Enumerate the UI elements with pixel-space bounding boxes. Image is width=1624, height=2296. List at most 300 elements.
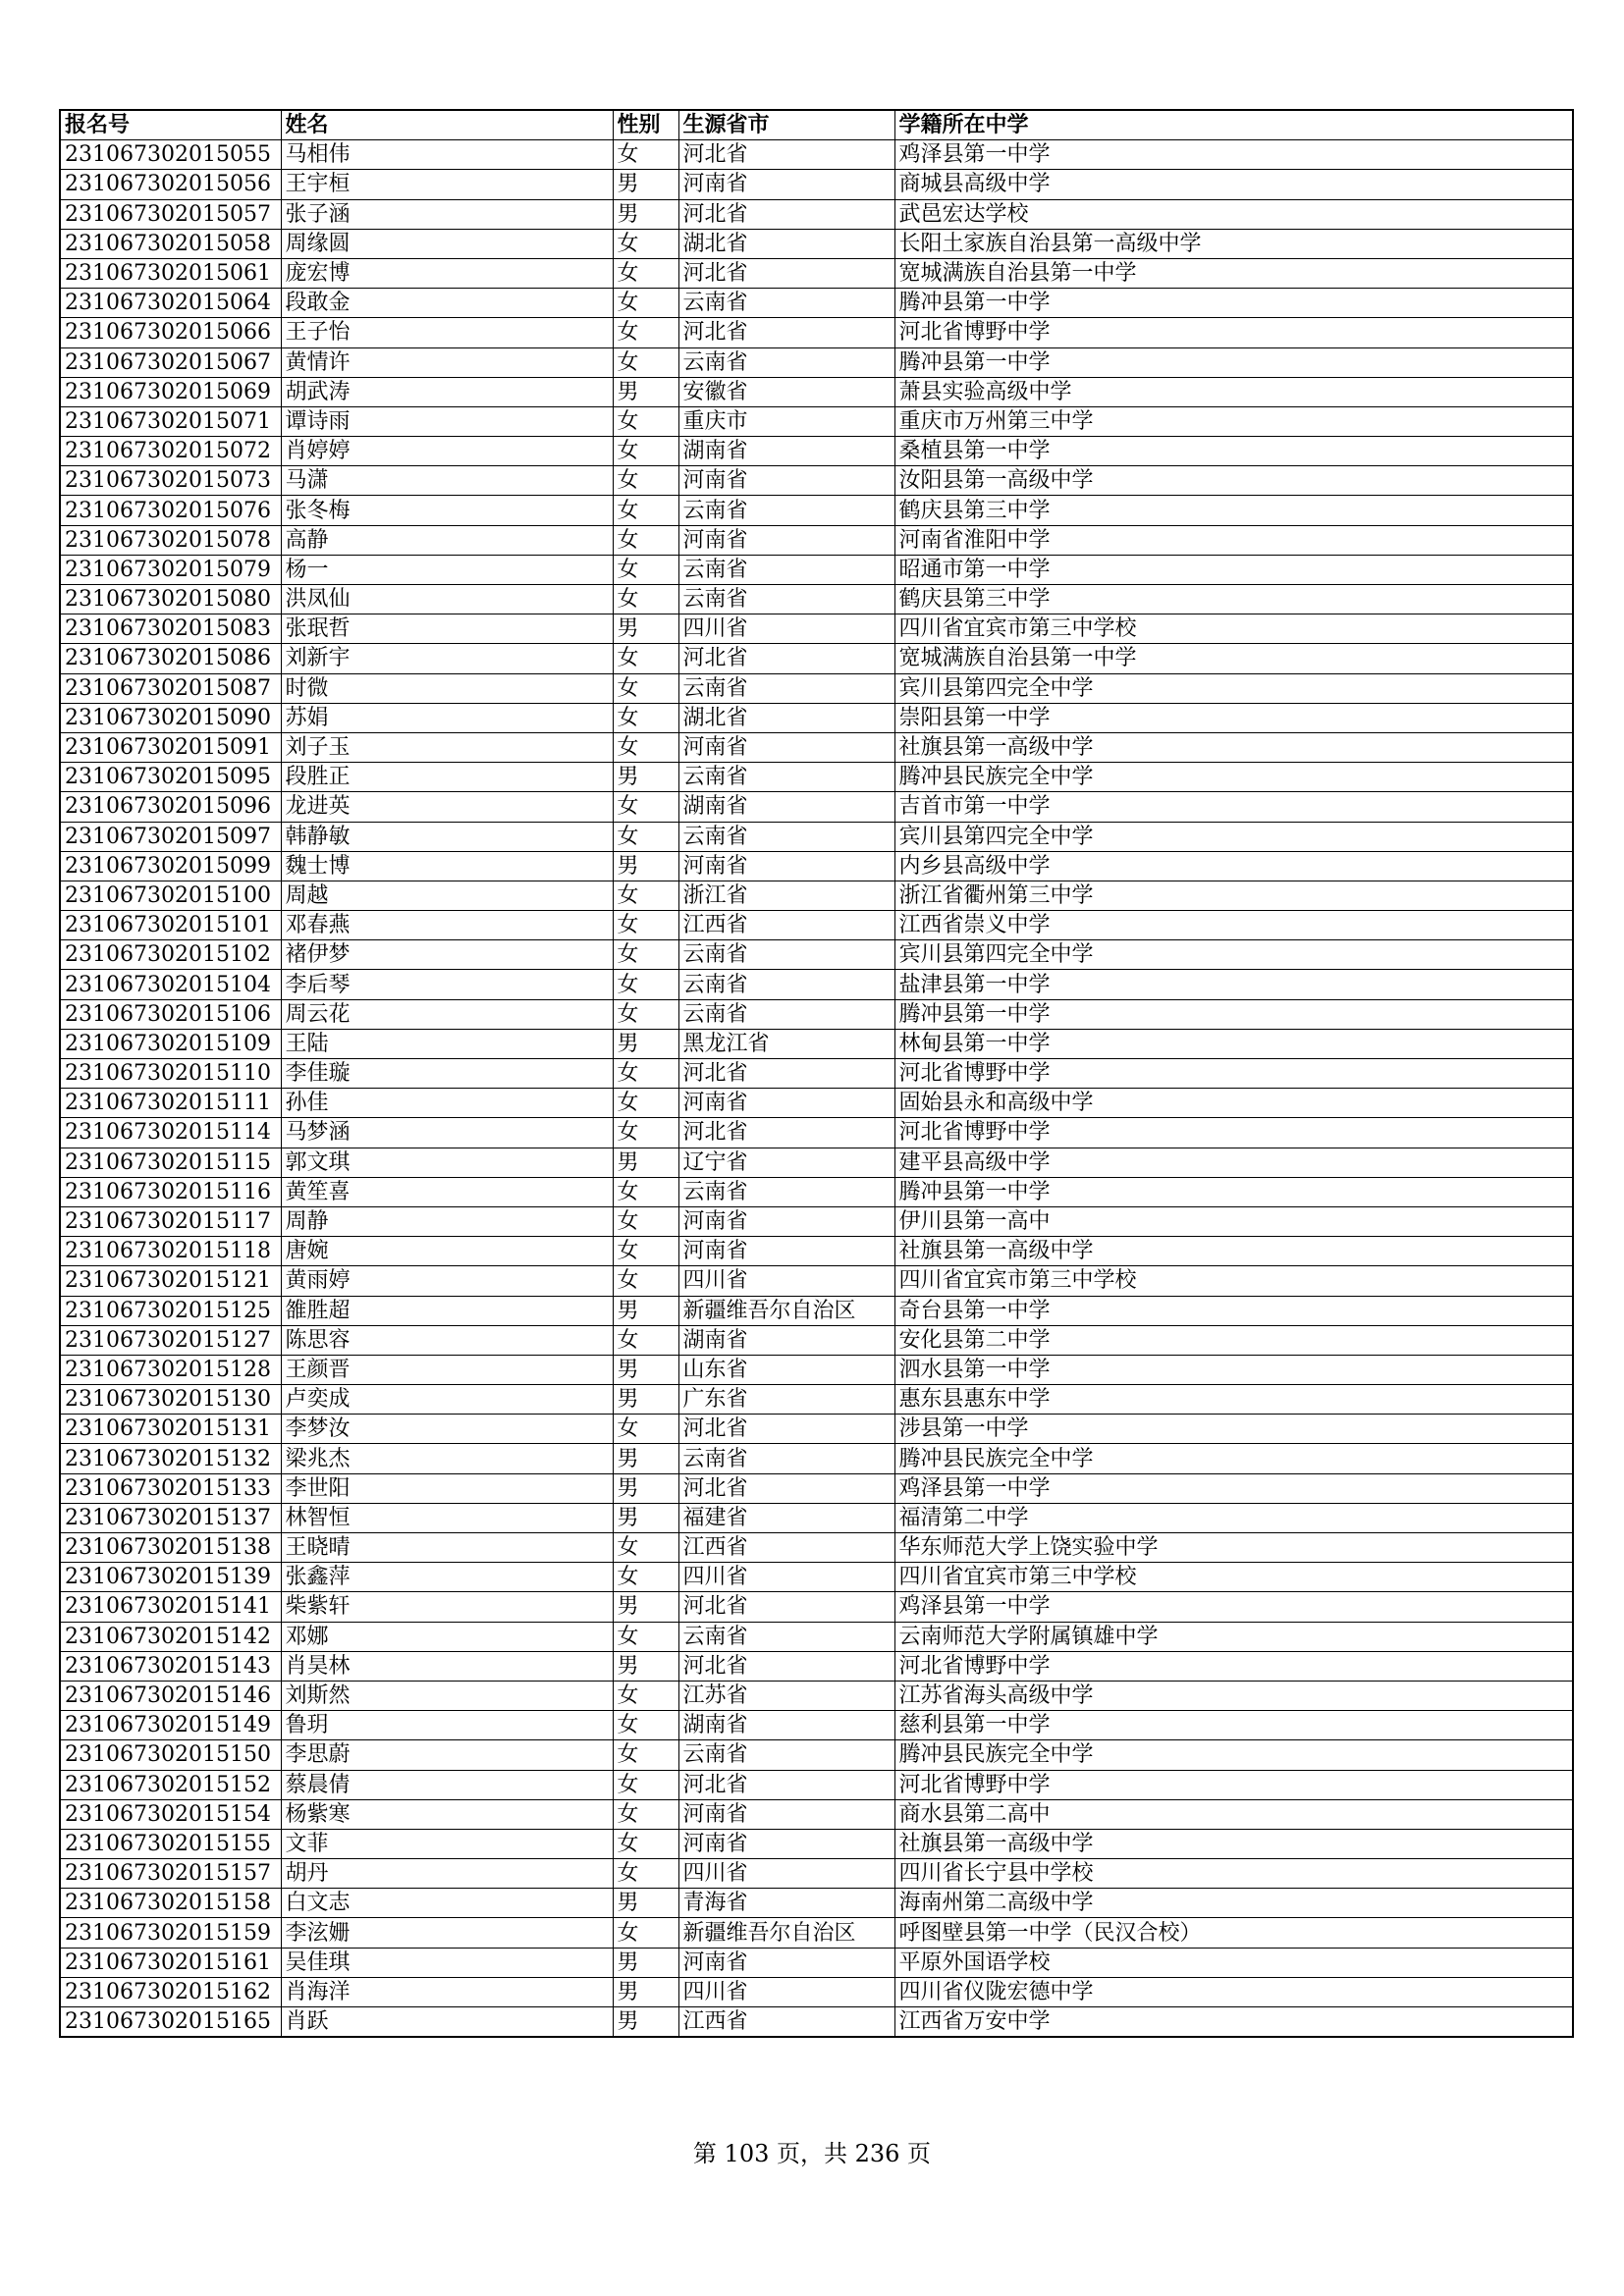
cell-province: 云南省: [678, 970, 894, 999]
cell-gender: 女: [613, 585, 678, 614]
cell-registration-number: 231067302015078: [60, 525, 281, 555]
cell-registration-number: 231067302015104: [60, 970, 281, 999]
table-row: [60, 1385, 1573, 1415]
header-school: 学籍所在中学: [894, 110, 1573, 140]
cell-name: 邓娜: [281, 1622, 613, 1651]
cell-school: 腾冲县民族完全中学: [894, 1444, 1573, 1473]
cell-gender: 女: [613, 644, 678, 673]
cell-name: 周越: [281, 881, 613, 910]
cell-province: 河南省: [678, 1206, 894, 1236]
student-list-sheet: [59, 109, 1572, 2038]
cell-name: 胡丹: [281, 1859, 613, 1889]
cell-province: 云南省: [678, 1740, 894, 1770]
header-registration-number: 报名号: [60, 110, 281, 140]
cell-name: 鲁玥: [281, 1711, 613, 1740]
cell-school: 云南师范大学附属镇雄中学: [894, 1622, 1573, 1651]
cell-gender: 女: [613, 1059, 678, 1089]
cell-school: 萧县实验高级中学: [894, 377, 1573, 406]
cell-gender: 女: [613, 940, 678, 970]
cell-gender: 女: [613, 1918, 678, 1948]
cell-gender: 女: [613, 1118, 678, 1148]
cell-province: 山东省: [678, 1355, 894, 1384]
cell-school: 桑植县第一中学: [894, 437, 1573, 466]
table-row: [60, 466, 1573, 496]
cell-gender: 女: [613, 466, 678, 496]
table-row: [60, 1889, 1573, 1918]
cell-name: 孙佳: [281, 1089, 613, 1118]
cell-school: 宽城满族自治县第一中学: [894, 644, 1573, 673]
table-row: [60, 1859, 1573, 1889]
cell-name: 唐婉: [281, 1237, 613, 1266]
cell-gender: 女: [613, 881, 678, 910]
table-row: [60, 1622, 1573, 1651]
cell-registration-number: 231067302015111: [60, 1089, 281, 1118]
cell-registration-number: 231067302015061: [60, 258, 281, 288]
cell-school: 长阳土家族自治县第一高级中学: [894, 229, 1573, 258]
cell-registration-number: 231067302015132: [60, 1444, 281, 1473]
table-header-row: [60, 110, 1573, 140]
cell-province: 河北省: [678, 1473, 894, 1503]
table-row: [60, 496, 1573, 525]
cell-school: 呼图壁县第一中学（民汉合校）: [894, 1918, 1573, 1948]
table-row: [60, 940, 1573, 970]
cell-school: 泗水县第一中学: [894, 1355, 1573, 1384]
cell-name: 李世阳: [281, 1473, 613, 1503]
cell-registration-number: 231067302015072: [60, 437, 281, 466]
cell-name: 王子怡: [281, 318, 613, 347]
cell-registration-number: 231067302015101: [60, 911, 281, 940]
cell-name: 李佳璇: [281, 1059, 613, 1089]
cell-school: 河北省博野中学: [894, 1059, 1573, 1089]
cell-name: 胡武涛: [281, 377, 613, 406]
cell-gender: 男: [613, 1503, 678, 1532]
cell-registration-number: 231067302015114: [60, 1118, 281, 1148]
cell-province: 四川省: [678, 614, 894, 644]
cell-school: 社旗县第一高级中学: [894, 732, 1573, 762]
cell-name: 张子涵: [281, 199, 613, 229]
cell-school: 河北省博野中学: [894, 1118, 1573, 1148]
cell-school: 崇阳县第一中学: [894, 703, 1573, 732]
cell-gender: 女: [613, 1415, 678, 1444]
cell-name: 王宇桓: [281, 170, 613, 199]
table-row: [60, 673, 1573, 703]
cell-name: 梁兆杰: [281, 1444, 613, 1473]
cell-province: 江苏省: [678, 1681, 894, 1710]
cell-province: 湖北省: [678, 703, 894, 732]
table-row: [60, 1355, 1573, 1384]
cell-registration-number: 231067302015066: [60, 318, 281, 347]
cell-name: 李泫姗: [281, 1918, 613, 1948]
table-row: [60, 1148, 1573, 1177]
cell-gender: 女: [613, 911, 678, 940]
cell-school: 平原外国语学校: [894, 1948, 1573, 1977]
header-province: 生源省市: [678, 110, 894, 140]
cell-school: 重庆市万州第三中学: [894, 406, 1573, 436]
table-row: [60, 1266, 1573, 1296]
cell-name: 周云花: [281, 999, 613, 1029]
cell-name: 肖婷婷: [281, 437, 613, 466]
cell-name: 段胜正: [281, 763, 613, 792]
cell-gender: 男: [613, 199, 678, 229]
table-row: [60, 792, 1573, 822]
cell-school: 华东师范大学上饶实验中学: [894, 1533, 1573, 1563]
cell-name: 马梦涵: [281, 1118, 613, 1148]
table-row: [60, 1533, 1573, 1563]
cell-province: 四川省: [678, 1977, 894, 2006]
cell-gender: 女: [613, 673, 678, 703]
cell-registration-number: 231067302015067: [60, 347, 281, 377]
cell-province: 江西省: [678, 911, 894, 940]
cell-registration-number: 231067302015133: [60, 1473, 281, 1503]
cell-school: 固始县永和高级中学: [894, 1089, 1573, 1118]
cell-province: 河南省: [678, 466, 894, 496]
table-row: [60, 763, 1573, 792]
cell-name: 雒胜超: [281, 1296, 613, 1325]
cell-province: 安徽省: [678, 377, 894, 406]
cell-name: 周缘圆: [281, 229, 613, 258]
cell-school: 海南州第二高级中学: [894, 1889, 1573, 1918]
cell-school: 江西省万安中学: [894, 2007, 1573, 2038]
cell-province: 四川省: [678, 1563, 894, 1592]
cell-province: 云南省: [678, 289, 894, 318]
cell-registration-number: 231067302015142: [60, 1622, 281, 1651]
table-row: [60, 1444, 1573, 1473]
cell-province: 江西省: [678, 1533, 894, 1563]
table-row: [60, 851, 1573, 881]
cell-registration-number: 231067302015116: [60, 1177, 281, 1206]
cell-province: 云南省: [678, 347, 894, 377]
cell-province: 湖南省: [678, 437, 894, 466]
cell-registration-number: 231067302015162: [60, 1977, 281, 2006]
cell-school: 四川省仪陇宏德中学: [894, 1977, 1573, 2006]
cell-province: 河北省: [678, 1059, 894, 1089]
cell-school: 宾川县第四完全中学: [894, 673, 1573, 703]
cell-name: 郭文琪: [281, 1148, 613, 1177]
cell-name: 黄笙喜: [281, 1177, 613, 1206]
cell-province: 重庆市: [678, 406, 894, 436]
cell-registration-number: 231067302015096: [60, 792, 281, 822]
cell-school: 社旗县第一高级中学: [894, 1237, 1573, 1266]
table-row: [60, 1977, 1573, 2006]
cell-registration-number: 231067302015130: [60, 1385, 281, 1415]
cell-registration-number: 231067302015091: [60, 732, 281, 762]
cell-gender: 男: [613, 1977, 678, 2006]
cell-school: 奇台县第一中学: [894, 1296, 1573, 1325]
table-row: [60, 437, 1573, 466]
cell-province: 新疆维吾尔自治区: [678, 1296, 894, 1325]
table-row: [60, 289, 1573, 318]
cell-province: 河南省: [678, 1829, 894, 1858]
table-row: [60, 999, 1573, 1029]
cell-province: 河南省: [678, 851, 894, 881]
table-row: [60, 347, 1573, 377]
cell-gender: 女: [613, 1266, 678, 1296]
cell-registration-number: 231067302015099: [60, 851, 281, 881]
cell-registration-number: 231067302015058: [60, 229, 281, 258]
table-row: [60, 1711, 1573, 1740]
table-row: [60, 1177, 1573, 1206]
cell-gender: 女: [613, 1533, 678, 1563]
cell-name: 卢奕成: [281, 1385, 613, 1415]
cell-gender: 女: [613, 703, 678, 732]
cell-registration-number: 231067302015141: [60, 1592, 281, 1622]
cell-school: 昭通市第一中学: [894, 555, 1573, 584]
table-row: [60, 1740, 1573, 1770]
table-row: [60, 644, 1573, 673]
table-row: [60, 229, 1573, 258]
cell-name: 黄情许: [281, 347, 613, 377]
cell-school: 四川省宜宾市第三中学校: [894, 1266, 1573, 1296]
cell-school: 江苏省海头高级中学: [894, 1681, 1573, 1710]
table-row: [60, 1948, 1573, 1977]
cell-registration-number: 231067302015097: [60, 822, 281, 851]
cell-gender: 女: [613, 318, 678, 347]
table-row: [60, 406, 1573, 436]
cell-registration-number: 231067302015121: [60, 1266, 281, 1296]
cell-province: 新疆维吾尔自治区: [678, 1918, 894, 1948]
cell-registration-number: 231067302015100: [60, 881, 281, 910]
table-row: [60, 170, 1573, 199]
cell-school: 安化县第二中学: [894, 1325, 1573, 1355]
cell-gender: 男: [613, 170, 678, 199]
cell-school: 河北省博野中学: [894, 1770, 1573, 1799]
header-gender: 性别: [613, 110, 678, 140]
cell-registration-number: 231067302015152: [60, 1770, 281, 1799]
cell-province: 河南省: [678, 1237, 894, 1266]
cell-name: 柴紫轩: [281, 1592, 613, 1622]
cell-school: 鹤庆县第三中学: [894, 496, 1573, 525]
cell-name: 黄雨婷: [281, 1266, 613, 1296]
cell-gender: 女: [613, 1206, 678, 1236]
cell-gender: 男: [613, 1029, 678, 1058]
cell-school: 武邑宏达学校: [894, 199, 1573, 229]
cell-registration-number: 231067302015150: [60, 1740, 281, 1770]
cell-name: 邓春燕: [281, 911, 613, 940]
cell-name: 王晓晴: [281, 1533, 613, 1563]
cell-name: 韩静敏: [281, 822, 613, 851]
cell-name: 李后琴: [281, 970, 613, 999]
cell-province: 云南省: [678, 496, 894, 525]
cell-registration-number: 231067302015080: [60, 585, 281, 614]
cell-gender: 男: [613, 1355, 678, 1384]
cell-school: 鸡泽县第一中学: [894, 1592, 1573, 1622]
cell-province: 河北省: [678, 644, 894, 673]
cell-school: 商城县高级中学: [894, 170, 1573, 199]
table-row: [60, 1681, 1573, 1710]
cell-registration-number: 231067302015149: [60, 1711, 281, 1740]
cell-gender: 女: [613, 289, 678, 318]
cell-gender: 男: [613, 1148, 678, 1177]
table-row: [60, 1770, 1573, 1799]
cell-gender: 男: [613, 763, 678, 792]
table-row: [60, 1563, 1573, 1592]
cell-registration-number: 231067302015118: [60, 1237, 281, 1266]
cell-registration-number: 231067302015055: [60, 140, 281, 170]
table-row: [60, 614, 1573, 644]
table-row: [60, 1089, 1573, 1118]
cell-registration-number: 231067302015073: [60, 466, 281, 496]
table-body: [60, 140, 1573, 2038]
cell-school: 腾冲县第一中学: [894, 999, 1573, 1029]
cell-school: 慈利县第一中学: [894, 1711, 1573, 1740]
cell-gender: 女: [613, 406, 678, 436]
table-row: [60, 1799, 1573, 1829]
cell-registration-number: 231067302015071: [60, 406, 281, 436]
cell-registration-number: 231067302015057: [60, 199, 281, 229]
cell-registration-number: 231067302015159: [60, 1918, 281, 1948]
cell-province: 湖南省: [678, 1325, 894, 1355]
cell-province: 河南省: [678, 1089, 894, 1118]
cell-gender: 女: [613, 1622, 678, 1651]
cell-province: 河北省: [678, 318, 894, 347]
table-row: [60, 1029, 1573, 1058]
cell-province: 河南省: [678, 170, 894, 199]
cell-gender: 男: [613, 1889, 678, 1918]
cell-school: 四川省长宁县中学校: [894, 1859, 1573, 1889]
cell-registration-number: 231067302015157: [60, 1859, 281, 1889]
table-row: [60, 881, 1573, 910]
table-row: [60, 911, 1573, 940]
table-row: [60, 1829, 1573, 1858]
table-row: [60, 1237, 1573, 1266]
cell-registration-number: 231067302015137: [60, 1503, 281, 1532]
cell-name: 褚伊梦: [281, 940, 613, 970]
cell-province: 四川省: [678, 1266, 894, 1296]
cell-gender: 女: [613, 140, 678, 170]
cell-name: 苏娟: [281, 703, 613, 732]
cell-school: 社旗县第一高级中学: [894, 1829, 1573, 1858]
cell-gender: 女: [613, 1829, 678, 1858]
cell-name: 杨一: [281, 555, 613, 584]
cell-name: 林智恒: [281, 1503, 613, 1532]
cell-school: 伊川县第一高中: [894, 1206, 1573, 1236]
cell-gender: 女: [613, 1177, 678, 1206]
cell-gender: 女: [613, 1859, 678, 1889]
cell-registration-number: 231067302015139: [60, 1563, 281, 1592]
cell-school: 内乡县高级中学: [894, 851, 1573, 881]
table-row: [60, 525, 1573, 555]
cell-school: 林甸县第一中学: [894, 1029, 1573, 1058]
cell-name: 王颜晋: [281, 1355, 613, 1384]
cell-gender: 女: [613, 1740, 678, 1770]
cell-gender: 女: [613, 1770, 678, 1799]
cell-registration-number: 231067302015165: [60, 2007, 281, 2038]
cell-name: 肖跃: [281, 2007, 613, 2038]
cell-registration-number: 231067302015143: [60, 1651, 281, 1681]
cell-province: 江西省: [678, 2007, 894, 2038]
cell-gender: 女: [613, 822, 678, 851]
cell-school: 宽城满族自治县第一中学: [894, 258, 1573, 288]
cell-province: 辽宁省: [678, 1148, 894, 1177]
cell-gender: 女: [613, 347, 678, 377]
cell-school: 宾川县第四完全中学: [894, 940, 1573, 970]
cell-school: 鸡泽县第一中学: [894, 1473, 1573, 1503]
cell-gender: 女: [613, 732, 678, 762]
cell-registration-number: 231067302015146: [60, 1681, 281, 1710]
header-name: 姓名: [281, 110, 613, 140]
table-row: [60, 140, 1573, 170]
cell-province: 河北省: [678, 199, 894, 229]
cell-gender: 女: [613, 792, 678, 822]
cell-school: 吉首市第一中学: [894, 792, 1573, 822]
cell-gender: 女: [613, 555, 678, 584]
cell-name: 段敢金: [281, 289, 613, 318]
cell-province: 河南省: [678, 525, 894, 555]
cell-name: 刘新宇: [281, 644, 613, 673]
cell-school: 河南省淮阳中学: [894, 525, 1573, 555]
cell-gender: 女: [613, 1563, 678, 1592]
cell-province: 福建省: [678, 1503, 894, 1532]
cell-registration-number: 231067302015161: [60, 1948, 281, 1977]
cell-school: 鸡泽县第一中学: [894, 140, 1573, 170]
cell-name: 张冬梅: [281, 496, 613, 525]
cell-registration-number: 231067302015056: [60, 170, 281, 199]
cell-school: 腾冲县第一中学: [894, 289, 1573, 318]
table-row: [60, 1415, 1573, 1444]
cell-province: 河北省: [678, 1118, 894, 1148]
cell-school: 鹤庆县第三中学: [894, 585, 1573, 614]
cell-province: 云南省: [678, 673, 894, 703]
cell-registration-number: 231067302015076: [60, 496, 281, 525]
cell-province: 河北省: [678, 1415, 894, 1444]
cell-school: 江西省崇义中学: [894, 911, 1573, 940]
cell-name: 李梦汝: [281, 1415, 613, 1444]
cell-gender: 男: [613, 2007, 678, 2038]
cell-registration-number: 231067302015090: [60, 703, 281, 732]
cell-registration-number: 231067302015102: [60, 940, 281, 970]
cell-school: 商水县第二高中: [894, 1799, 1573, 1829]
cell-school: 河北省博野中学: [894, 318, 1573, 347]
cell-name: 周静: [281, 1206, 613, 1236]
cell-name: 马相伟: [281, 140, 613, 170]
cell-gender: 女: [613, 437, 678, 466]
table-row: [60, 318, 1573, 347]
cell-name: 杨紫寒: [281, 1799, 613, 1829]
cell-registration-number: 231067302015095: [60, 763, 281, 792]
cell-name: 刘斯然: [281, 1681, 613, 1710]
table-row: [60, 1296, 1573, 1325]
cell-school: 腾冲县第一中学: [894, 347, 1573, 377]
cell-school: 惠东县惠东中学: [894, 1385, 1573, 1415]
cell-gender: 女: [613, 999, 678, 1029]
cell-registration-number: 231067302015131: [60, 1415, 281, 1444]
cell-name: 肖海洋: [281, 1977, 613, 2006]
cell-school: 四川省宜宾市第三中学校: [894, 614, 1573, 644]
cell-name: 张珉哲: [281, 614, 613, 644]
cell-gender: 女: [613, 970, 678, 999]
cell-province: 湖南省: [678, 792, 894, 822]
cell-school: 建平县高级中学: [894, 1148, 1573, 1177]
cell-gender: 女: [613, 1089, 678, 1118]
cell-name: 张鑫萍: [281, 1563, 613, 1592]
cell-name: 高静: [281, 525, 613, 555]
cell-province: 云南省: [678, 822, 894, 851]
cell-province: 四川省: [678, 1859, 894, 1889]
cell-name: 王陆: [281, 1029, 613, 1058]
cell-gender: 男: [613, 1385, 678, 1415]
cell-gender: 男: [613, 1296, 678, 1325]
cell-province: 湖北省: [678, 229, 894, 258]
cell-gender: 女: [613, 1681, 678, 1710]
cell-name: 龙进英: [281, 792, 613, 822]
cell-gender: 男: [613, 1473, 678, 1503]
table-row: [60, 1473, 1573, 1503]
table-row: [60, 1206, 1573, 1236]
cell-registration-number: 231067302015106: [60, 999, 281, 1029]
cell-school: 河北省博野中学: [894, 1651, 1573, 1681]
cell-gender: 女: [613, 496, 678, 525]
table-row: [60, 1118, 1573, 1148]
